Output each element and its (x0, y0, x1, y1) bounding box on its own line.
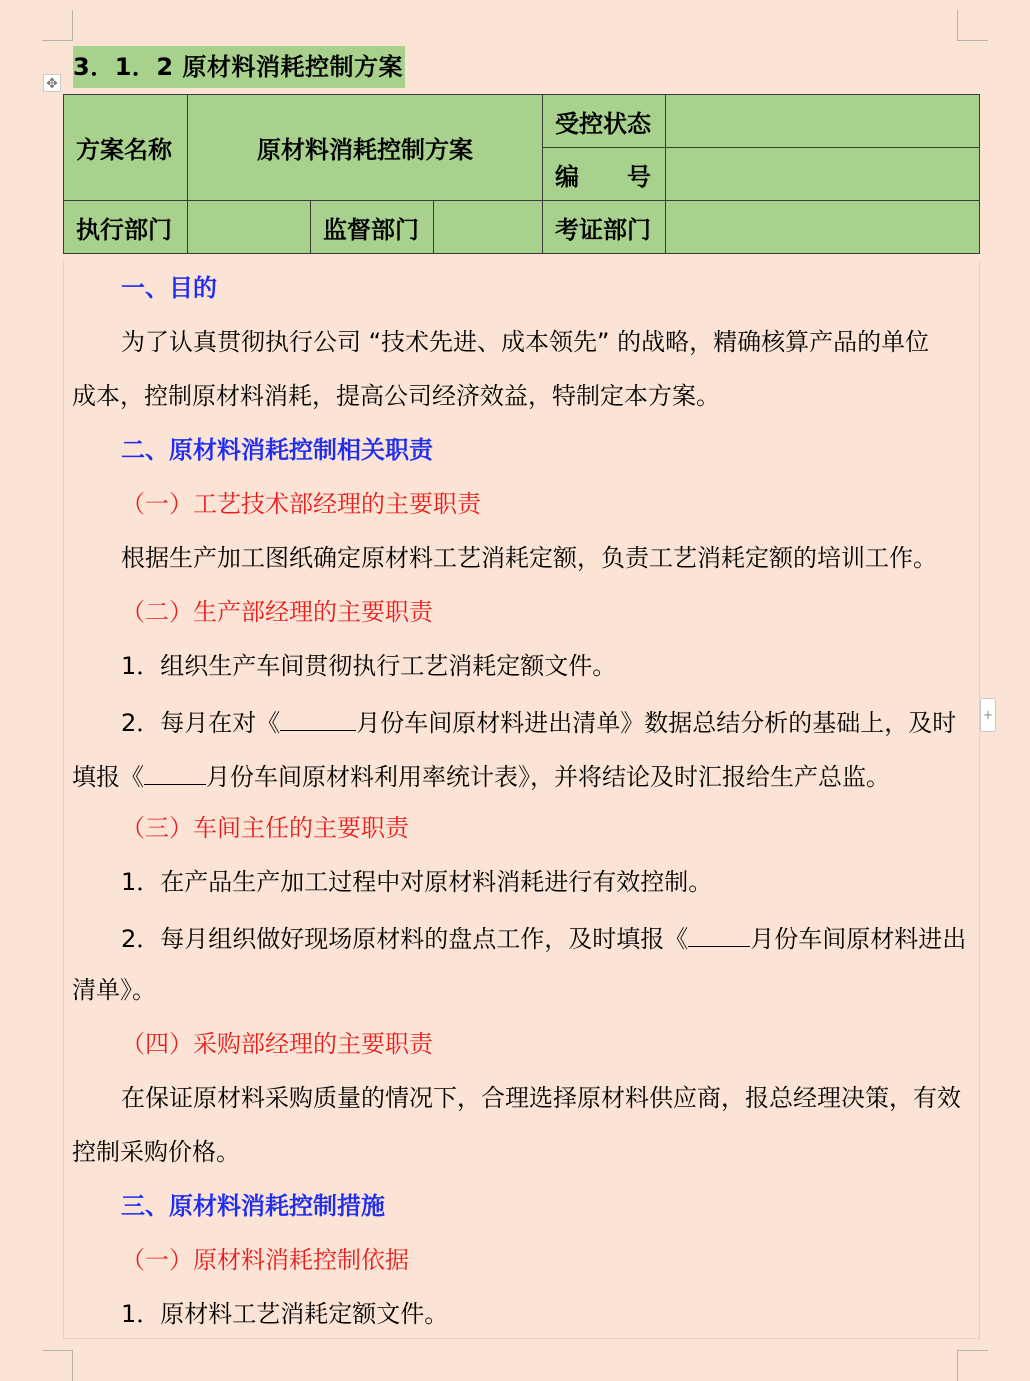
subheading-process-manager: （一）工艺技术部经理的主要职责 (121, 490, 481, 518)
verify-dept-label: 考证部门 (543, 201, 666, 254)
list-item-text: 2．每月组织做好现场原材料的盘点工作，及时填报《 (121, 925, 689, 953)
page-corner-mark-bottom-right (957, 1350, 988, 1381)
page-corner-mark-top-left (42, 10, 73, 41)
paragraph-purpose-line-2: 成本，控制原材料消耗，提高公司经济效益，特制定本方案。 (72, 382, 720, 410)
supervise-dept-value[interactable] (434, 201, 543, 254)
subheading-workshop-director: （三）车间主任的主要职责 (121, 814, 409, 842)
paragraph-purpose-line-1: 为了认真贯彻执行公司 “技术先进、成本领先” 的战略，精确核算产品的单位 (121, 328, 930, 356)
verify-dept-value[interactable] (666, 201, 980, 254)
exec-dept-label: 执行部门 (64, 201, 188, 254)
plan-name-value[interactable]: 原材料消耗控制方案 (188, 95, 543, 201)
list-item-text: 月份车间原材料进出 (750, 925, 967, 953)
list-item-text: 月份车间原材料进出清单》数据总结分析的基础上，及时 (356, 709, 957, 737)
list-item-production-2-line-1 (121, 704, 973, 739)
heading-purpose: 一、目的 (121, 274, 217, 302)
heading-responsibilities: 二、原材料消耗控制相关职责 (121, 436, 433, 464)
list-item-text: 月份车间原材料利用率统计表》，并将结论及时汇报给生产总监。 (206, 763, 890, 791)
paragraph-process-manager: 根据生产加工图纸确定原材料工艺消耗定额，负责工艺消耗定额的培训工作。 (121, 544, 937, 572)
subheading-control-basis: （一）原材料消耗控制依据 (121, 1246, 409, 1274)
add-row-plus-icon[interactable]: + (980, 698, 996, 732)
page-corner-mark-top-right (957, 10, 988, 41)
list-item-workshop-2-line-1 (121, 920, 973, 955)
fill-in-blank[interactable] (280, 704, 356, 731)
fill-in-blank[interactable] (144, 758, 206, 785)
paragraph-purchasing-line-2: 控制采购价格。 (72, 1138, 240, 1166)
exec-dept-value[interactable] (188, 201, 311, 254)
list-item-production-1: 1．组织生产车间贯彻执行工艺消耗定额文件。 (121, 652, 617, 680)
list-item-text: 2．每月在对《 (121, 709, 281, 737)
table-move-handle-icon[interactable]: ✥ (43, 74, 61, 92)
text-boundary-frame (63, 260, 980, 1339)
control-info-table (63, 94, 980, 254)
control-status-label: 受控状态 (543, 95, 666, 148)
page-corner-mark-bottom-left (42, 1350, 73, 1381)
supervise-dept-label: 监督部门 (311, 201, 434, 254)
list-item-workshop-2-line-2: 清单》。 (72, 976, 156, 1004)
paragraph-purchasing-line-1: 在保证原材料采购质量的情况下，合理选择原材料供应商，报总经理决策，有效 (121, 1084, 961, 1112)
subheading-purchasing-manager: （四）采购部经理的主要职责 (121, 1030, 433, 1058)
control-status-value[interactable] (666, 95, 980, 148)
heading-control-measures: 三、原材料消耗控制措施 (121, 1192, 385, 1220)
section-heading: 3．1．2 原材料消耗控制方案 (73, 46, 405, 88)
list-item-text: 填报《 (72, 763, 144, 791)
list-item-control-basis-1: 1．原材料工艺消耗定额文件。 (121, 1300, 449, 1328)
subheading-production-manager: （二）生产部经理的主要职责 (121, 598, 433, 626)
plan-name-label: 方案名称 (64, 95, 188, 201)
fill-in-blank[interactable] (688, 920, 750, 947)
number-label: 编 号 (543, 148, 666, 201)
number-value[interactable] (666, 148, 980, 201)
list-item-workshop-1: 1．在产品生产加工过程中对原材料消耗进行有效控制。 (121, 868, 713, 896)
list-item-production-2-line-2 (72, 758, 972, 793)
